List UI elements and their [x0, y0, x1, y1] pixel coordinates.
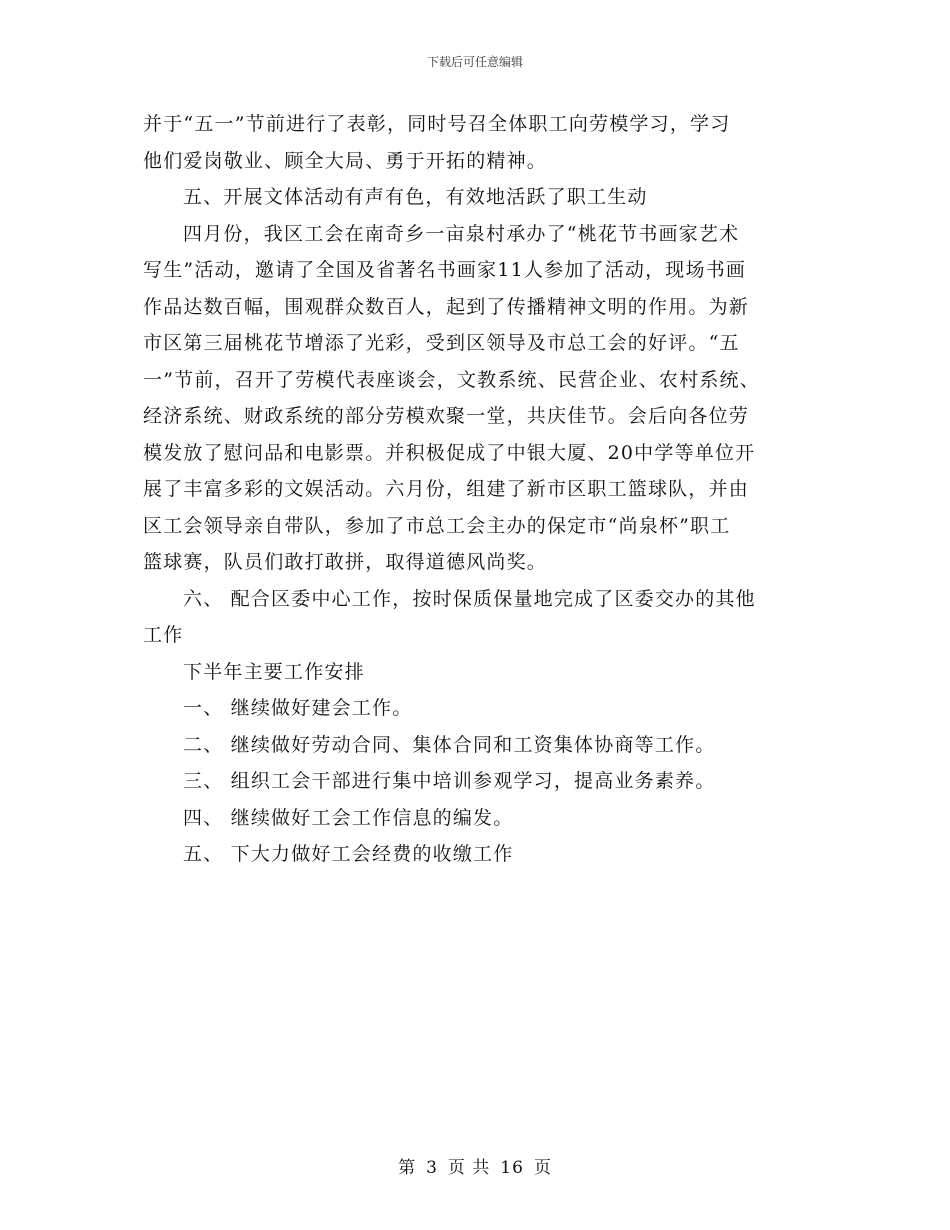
text-line: 并于“五一”节前进行了表彰，同时号召全体职工向劳模学习，学习: [143, 113, 731, 135]
text-line: 三、 组织工会干部进行集中培训参观学习，提高业务素养。: [183, 770, 716, 792]
page-prefix: 第: [398, 1158, 417, 1178]
text-line: 模发放了慰问品和电影票。并积极促成了中银大厦、20中学等单位开: [143, 441, 756, 464]
text-line: 作品达数百幅，围观群众数百人，起到了传播精神文明的作用。为新: [143, 295, 750, 318]
text-line: 四、 继续做好工会工作信息的编发。: [183, 806, 514, 829]
text-line: 六、 配合区委中心工作，按时保质保量地完成了区委交办的其他: [183, 587, 756, 610]
page-mid-text: 页 共: [447, 1158, 491, 1178]
text-line: 一、 继续做好建会工作。: [183, 697, 413, 719]
text-line: 市区第三届桃花节增添了光彩，受到区领导及市总工会的好评。“五: [143, 332, 740, 354]
page-total-number: 16: [500, 1158, 524, 1178]
text-line: 区工会领导亲自带队，参加了市总工会主办的保定市“尚泉杯”职工: [143, 514, 731, 537]
text-line: 二、 继续做好劳动合同、集体合同和工资集体协商等工作。: [183, 733, 716, 756]
text-line: 一”节前，召开了劳模代表座谈会，文教系统、民营企业、农村系统、: [143, 368, 760, 391]
page-current-number: 3: [426, 1158, 438, 1178]
text-line: 经济系统、财政系统的部分劳模欢聚一堂，共庆佳节。会后向各位劳: [143, 405, 750, 427]
page-suffix: 页: [533, 1158, 552, 1178]
text-line: 工作: [143, 624, 184, 646]
text-line: 五、开展文体活动有声有色，有效地活跃了职工生动: [183, 186, 648, 208]
page-footer: [0, 1153, 950, 1178]
text-line: 篮球赛，队员们敢打敢拼，取得道德风尚奖。: [143, 551, 548, 573]
text-line: 写生”活动，邀请了全国及省著名书画家11人参加了活动，现场书画: [143, 259, 747, 281]
text-line: 四月份，我区工会在南奇乡一亩泉村承办了“桃花节书画家艺术: [183, 222, 740, 245]
text-line: 展了丰富多彩的文娱活动。六月份，组建了新市区职工篮球队，并由: [143, 478, 750, 500]
text-line: 五、 下大力做好工会经费的收缴工作: [183, 843, 514, 865]
page-header-note: 下载后可任意编辑: [426, 55, 523, 69]
text-line: 下半年主要工作安排: [183, 660, 365, 683]
text-line: 他们爱岗敬业、顾全大局、勇于开拓的精神。: [143, 149, 548, 172]
document-body: [143, 106, 807, 873]
